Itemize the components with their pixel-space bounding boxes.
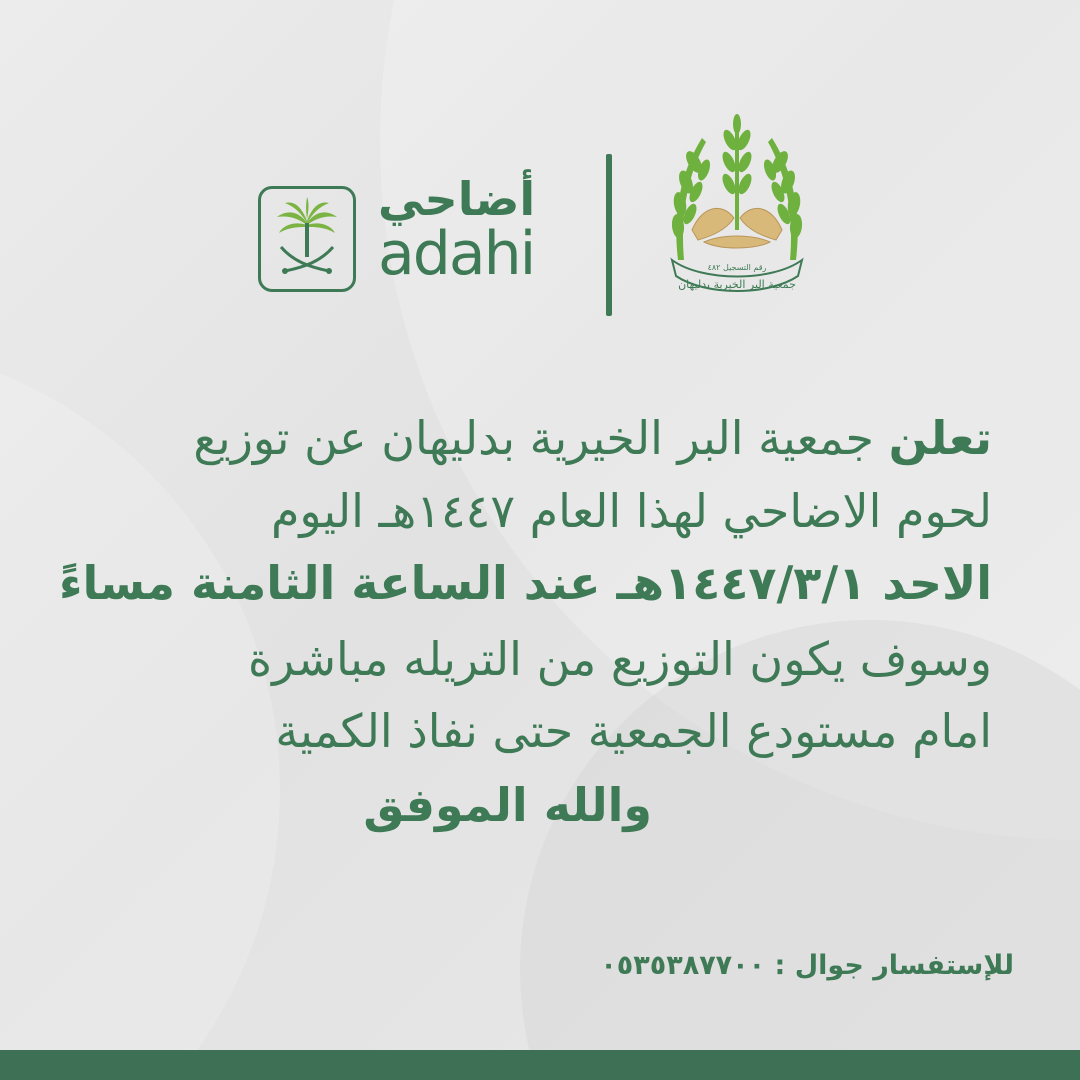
- adahi-latin-wordmark: adahi: [378, 219, 535, 289]
- charity-reg-text: رقم التسجيل ٤٨٢: [707, 263, 767, 272]
- announcement-line-5: امام مستودع الجمعية حتى نفاذ الكمية: [275, 704, 992, 758]
- announcement-verb: تعلن: [888, 411, 992, 465]
- announcement-line-6: والله الموفق: [363, 778, 652, 832]
- palm-swords-icon: [267, 195, 347, 283]
- announcement-line-2: لحوم الاضاحي لهذا العام ١٤٤٧هـ اليوم: [270, 484, 992, 538]
- announcement-line-4: وسوف يكون التوزيع من التريله مباشرة: [248, 632, 992, 686]
- charity-name-text: جمعية البر الخيرية بدليهان: [678, 278, 796, 291]
- background-shape: [520, 620, 1080, 1080]
- charity-logo: [642, 110, 832, 320]
- footer-bar: [0, 1050, 1080, 1080]
- announcement-line-1-rest: جمعية البر الخيرية بدليهان عن توزيع: [193, 411, 889, 465]
- adahi-arabic-wordmark: أضاحي: [378, 172, 536, 226]
- adahi-emblem-icon: [258, 186, 356, 292]
- announcement-line-1: [193, 411, 992, 465]
- logo-divider: [606, 154, 612, 316]
- wheat-emblem-icon: [642, 110, 832, 320]
- contact-phone: للإستفسار جوال : ٠٥٣٥٣٨٧٧٠٠: [600, 950, 1014, 981]
- header-logos: [250, 110, 830, 320]
- announcement-line-3: الاحد ١٤٤٧/٣/١هـ عند الساعة الثامنة مساءً: [58, 556, 992, 610]
